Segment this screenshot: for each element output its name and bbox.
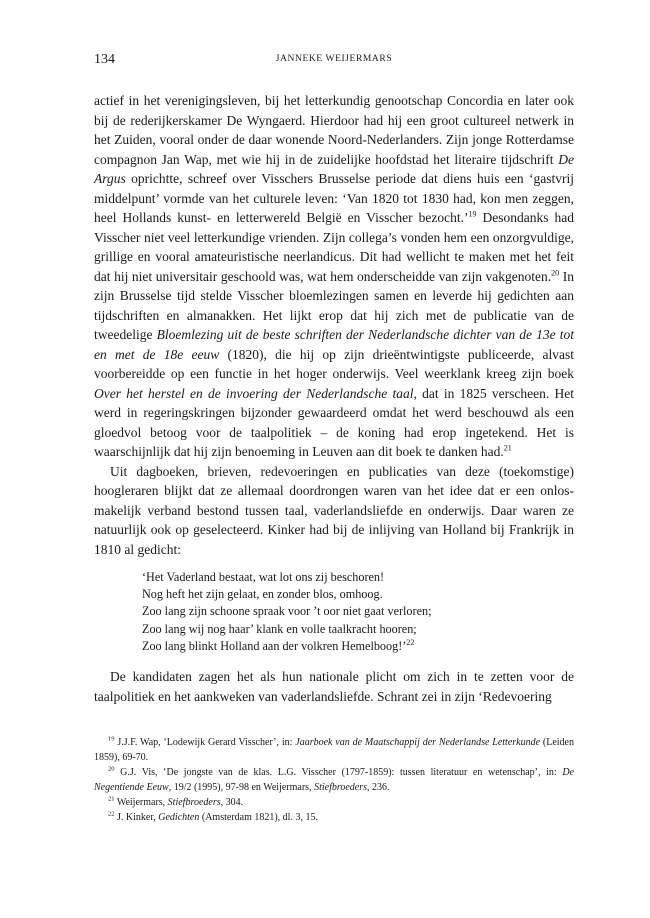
italic-title: Bloemlezing uit de beste schriften der Nederlandsche dichter van de 13e tot en met de 18e eeuw [94, 327, 574, 362]
italic-title: Jaarboek van de Maatschappij der Nederlandse Letterkunde [295, 737, 541, 748]
page-header [94, 52, 574, 70]
footnote-ref-20: 20 [551, 268, 560, 277]
text-run: J. Kinker, [114, 812, 159, 823]
italic-title: Gedichten [158, 812, 200, 823]
italic-title: De Negentiende Eeuw [94, 767, 574, 793]
italic-title: De Argus [94, 151, 574, 186]
footnote-21 [94, 795, 574, 810]
page-number: 134 [94, 52, 115, 67]
page-content [94, 52, 574, 706]
text-run: In zijn Brusselse tijd stelde Visscher bloemlezingen samen en leverde hij gedichten aan tijdschriften en almanakken. Het lijkt erop dat hij zich met de publicatie van de tweedelige [94, 268, 574, 342]
running-head: JANNEKE WEIJERMARS [275, 54, 393, 64]
footnote-ref-19: 19 [468, 209, 477, 219]
text-run: , 304. [220, 797, 244, 808]
text-run: (Leiden 1859), 69-70. [94, 737, 574, 763]
quote-line-last [142, 638, 574, 655]
paragraph-1 [94, 91, 574, 462]
footnote-20 [94, 765, 574, 795]
footnote-ref-22: 22 [406, 637, 415, 647]
footnote-19 [94, 735, 574, 765]
text-run: oprichtte, schreef over Visschers Brusselse periode dat diens huis een ‘gastvrij middelpunt’ vormde van het culturele leven: ‘Van 1820 tot 1830 had, kon men zeggen, heel Hollands kunst- en letterwereld België en Visscher bezocht.’ [94, 171, 574, 225]
footnote-number: 19 [108, 735, 115, 743]
footnote-number: 20 [108, 765, 115, 773]
text-run: , 236. [367, 782, 390, 793]
text-run: G.J. Vis, ‘De jongste van de klas. L.G. Visscher (1797-1859): tussen literatuur en wetenschap’, in: [114, 767, 563, 778]
paragraph-3: De kandidaten zagen het als hun nationale plicht om zich in te zetten voor de taalpolitiek en het aankweken van vaderlandsliefde. Schrant zei in zijn ‘Redevoering [94, 669, 574, 704]
quote-line: Nog heft het zijn gelaat, en zonder blos, omhoog. [142, 587, 383, 602]
footnote-number: 22 [108, 810, 115, 818]
text-run: (Amsterdam 1821), dl. 3, 15. [199, 812, 318, 823]
quote-line-text: Zoo lang blinkt Holland aan der volkren Hemelboog!’ [142, 638, 407, 653]
text-run: , 19/2 (1995), 97-98 en Weijermars, [168, 782, 315, 793]
quote-line: Zoo lang zijn schoone spraak voor ’t oor niet gaat verloren; [142, 604, 432, 619]
body-text [94, 91, 574, 706]
text-run: J.J.F. Wap, ‘Lodewijk Gerard Visscher’, in: [114, 737, 296, 748]
italic-title: Stiefbroeders [167, 797, 221, 808]
paragraph-2: Uit dagboeken, brieven, redevoeringen en publicaties van deze (toekomstige) hoogleraren blijkt dat ze allemaal doordrongen waren van het idee dat er een onlosmakelijk verband bestond tussen taal, vaderlandsliefde en onderwijs. Daar waren ze natuurlijk ook op geselecteerd. Kinker had bij de inlijving van Holland bij Frankrijk in 1810 al gedicht: [94, 463, 574, 557]
text-run: , dat in 1825 verscheen. Het werd in regeringskringen bijzonder gewaardeerd omdat het werd beschouwd als een gloedvol betoog voor de taalpolitiek – de koning had erop ingetekend. Het is waarschijnlijk dat hij zijn benoeming in Leuven aan dit boek te danken had. [94, 385, 574, 459]
footnote-number: 21 [108, 795, 115, 803]
text-run: Desondanks had Visscher niet veel letterkundige vrienden. Zijn collega’s vonden hem een onzorgvuldige, grillige en vooral amateuristische neerlandicus. Dit had wellicht te maken met het feit dat hij niet universitair geschoold was, wat hem onderscheidde van zijn vakgenoten. [94, 210, 574, 284]
quote-line: Zoo lang wij nog haar’ klank en volle taalkracht hooren; [142, 621, 417, 636]
block-quote-poem [142, 569, 574, 655]
quote-line: ‘Het Vaderland bestaat, wat lot ons zij beschoren! [142, 570, 385, 584]
footnotes [94, 735, 574, 825]
italic-title: Stiefbroeders [314, 782, 368, 793]
italic-title: Over het herstel en de invoering der Nederlandsche taal [94, 385, 414, 401]
text-run: Weijermars, [114, 797, 168, 808]
text-run: actief in het verenigingsleven, bij het letterkundig genootschap Concordia en later ook bij de rederijkerskamer De Wyngaerd. Hierdoor had hij een groot cultureel netwerk in het Zuiden, vooral onder de daar wonende Noord-Nederlanders. Zijn jonge Rotterdamse compagnon Jan Wap, met wie hij in de zuidelijke hoofdstad het literaire tijdschrift [94, 93, 574, 167]
text-run: (1820), die hij op zijn drieëntwintigste publiceerde, alvast voorbereidde op een functie in het hoger onderwijs. Veel weerklank kreeg zijn boek [94, 346, 574, 381]
footnote-ref-21: 21 [503, 443, 512, 453]
footnote-22 [94, 810, 574, 825]
